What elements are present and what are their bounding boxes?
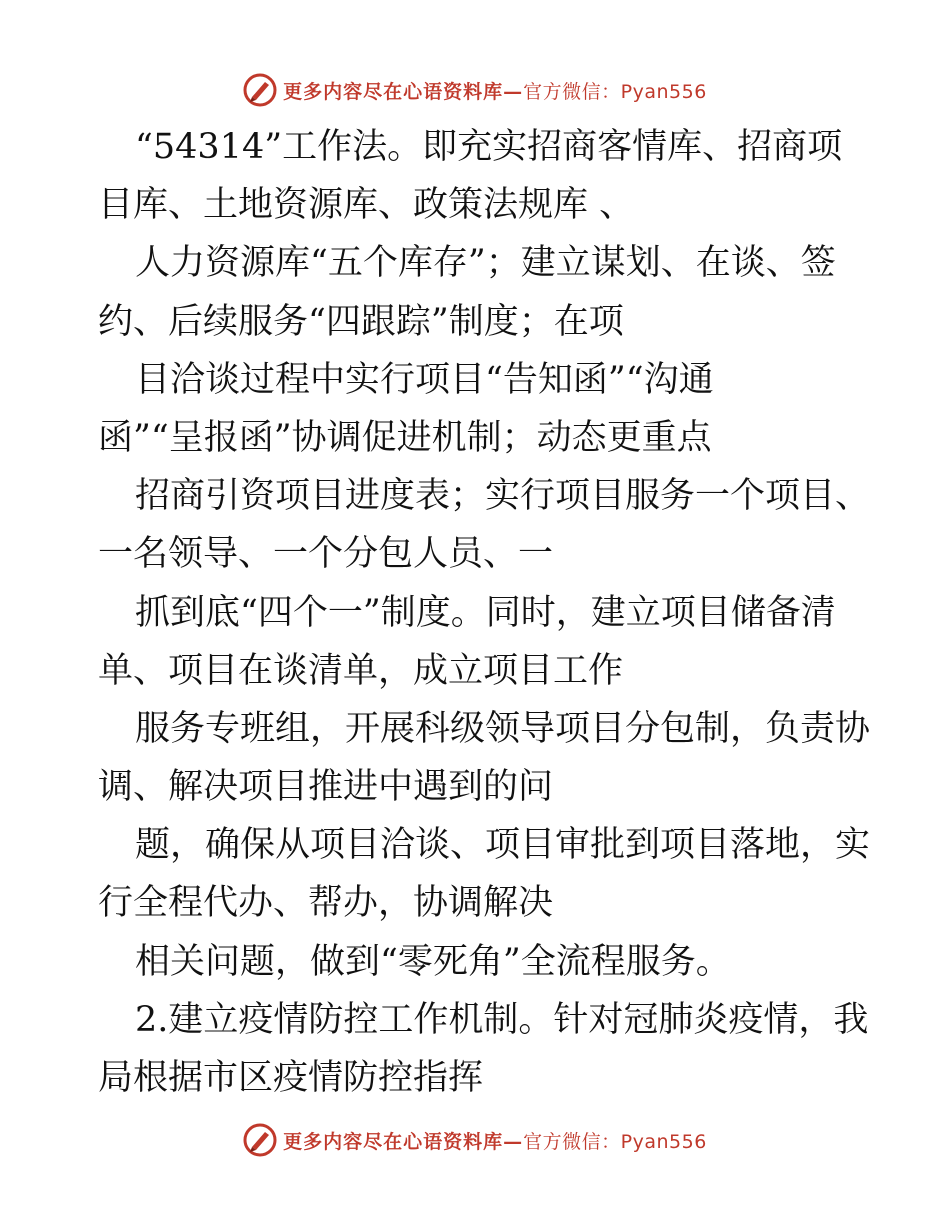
text-line: 相关问题，做到“零死角”全流程服务。 [135, 941, 731, 982]
text-line: 约、后续服务“四跟踪”制度；在项 [98, 301, 624, 342]
text-line: 招商引资项目进度表；实行项目服务一个项目、 [135, 476, 871, 517]
text-line: 调、解决项目推进中遇到的问 [98, 767, 554, 808]
text-line: 人力资源库“五个库存”；建立谋划、在谈、签 [135, 243, 836, 284]
text-line: 2.建立疫情防控工作机制。针对冠肺炎疫情，我 [135, 999, 869, 1040]
body-text [98, 118, 871, 1107]
header-banner-wechat: 官方微信：Pyan556 [523, 80, 707, 103]
text-line: 目洽谈过程中实行项目“告知函”“沟通 [135, 359, 714, 400]
pen-logo-icon [243, 73, 277, 107]
text-line: 一名领导、一个分包人员、一 [98, 534, 554, 575]
text-line: 函”“呈报函”协调促进机制；动态更重点 [98, 417, 712, 458]
text-line: 局根据市区疫情防控指挥 [98, 1058, 484, 1098]
footer-banner-wechat: 官方微信：Pyan556 [523, 1130, 707, 1153]
text-line: 行全程代办、帮办，协调解决 [98, 883, 554, 924]
pen-logo-icon [243, 1123, 277, 1157]
footer-banner-text: 更多内容尽在心语资料库— [283, 1130, 524, 1153]
header-banner [0, 70, 950, 110]
text-line: 目库、土地资源库、政策法规库 、 [98, 185, 635, 226]
footer-banner [0, 1120, 950, 1160]
text-line: 题，确保从项目洽谈、项目审批到项目落地，实 [135, 825, 871, 866]
text-line: 单、项目在谈清单，成立项目工作 [98, 650, 624, 691]
text-line: 抓到底“四个一”制度。同时，建立项目储备清 [135, 592, 836, 633]
header-banner-text: 更多内容尽在心语资料库— [283, 80, 524, 103]
text-line: “54314”工作法。即充实招商客情库、招商项 [135, 127, 843, 167]
text-line: 服务专班组，开展科级领导项目分包制，负责协 [135, 708, 871, 749]
